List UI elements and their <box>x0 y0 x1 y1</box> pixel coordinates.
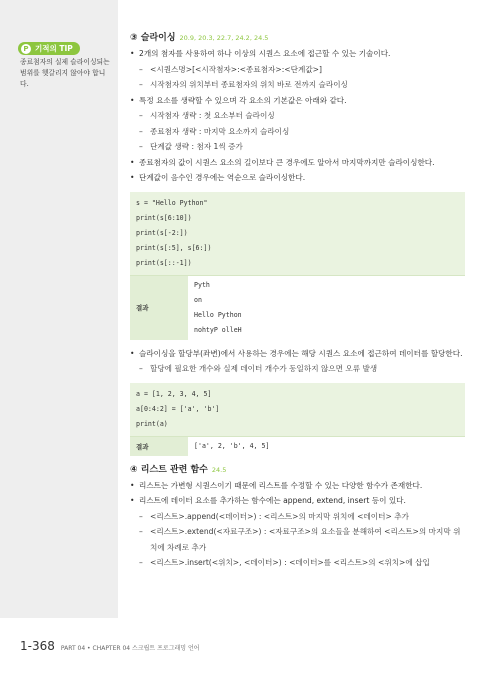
section-title: ④ 리스트 관련 함수 <box>130 464 208 475</box>
sub-bullet: – <리스트>.insert(<위치>, <데이터>) : <데이터>를 <리스트>의 <위치>에 삽입 <box>130 555 465 571</box>
tip-text: 종료첨자의 실제 슬라이싱되는 범위를 헷갈리지 않아야 합니다. <box>20 58 110 88</box>
sub-bullet: – 시작첨자 생략 : 첫 요소부터 슬라이싱 <box>130 108 465 124</box>
exam-refs: 24.5 <box>211 465 227 474</box>
page-footer <box>20 639 200 653</box>
sub-bullet: – <리스트>.extend(<자료구조>) : <자료구조>의 요소들을 분해하여 <리스트>의 마지막 위치에 차례로 추가 <box>130 524 465 555</box>
sub-bullet: – <리스트>.append(<데이터>) : <리스트>의 마지막 위치에 <데이터> 추가 <box>130 509 465 525</box>
code-block: a = [1, 2, 3, 4, 5] a[0:4:2] = ['a', 'b'] print(a) <box>136 389 220 428</box>
tip-badge <box>18 42 80 55</box>
bullet: • 단계값이 음수인 경우에는 역순으로 슬라이싱한다. <box>130 170 465 186</box>
code-example-slicing <box>130 192 465 340</box>
section-heading-list-functions <box>130 462 465 478</box>
result-output: ['a', 2, 'b', 4, 5] <box>188 437 465 456</box>
sub-bullet: – 시작첨자의 위치부터 종료첨자의 위치 바로 전까지 슬라이싱 <box>130 77 465 93</box>
bullet: • 2개의 첨자를 사용하여 하나 이상의 시퀀스 요소에 접근할 수 있는 기술이다. <box>130 46 465 62</box>
tip-icon: P <box>21 44 31 54</box>
main-content <box>130 30 465 571</box>
code-block: s = "Hello Python" print(s[6:10]) print(s[-2:]) print(s[:5], s[6:]) print(s[::-1]) <box>136 198 212 267</box>
result-label: 결과 <box>130 437 188 456</box>
sub-bullet: – 단계값 생략 : 첨자 1씩 증가 <box>130 139 465 155</box>
bullet: • 특정 요소를 생략할 수 있으며 각 요소의 기본값은 아래와 같다. <box>130 93 465 109</box>
bullet: • 슬라이싱을 할당부(좌변)에서 사용하는 경우에는 해당 시퀀스 요소에 접근하여 데이터를 할당한다. <box>130 346 465 362</box>
bullet: • 종료첨자의 값이 시퀀스 요소의 길이보다 큰 경우에도 알아서 마지막까지만 슬라이싱한다. <box>130 155 465 171</box>
exam-refs: 20.9, 20.3, 22.7, 24.2, 24.5 <box>179 34 269 42</box>
section-heading-slicing <box>130 30 465 46</box>
bullet: • 리스트는 가변형 시퀀스이기 때문에 리스트를 수정할 수 있는 다양한 함수가 존재한다. <box>130 478 465 494</box>
sub-bullet: – <시퀀스명>[<시작첨자>:<종료첨자>:<단계값>] <box>130 62 465 78</box>
result-row <box>130 275 465 340</box>
page-number: 1-368 <box>20 639 55 653</box>
sidebar-panel <box>0 0 118 618</box>
bullet: • 리스트에 데이터 요소를 추가하는 함수에는 append, extend, insert 등이 있다. <box>130 493 465 509</box>
running-title: PART 04 • CHAPTER 04 스크립트 프로그래밍 언어 <box>60 645 200 652</box>
sub-bullet: – 할당에 필요한 개수와 실제 데이터 개수가 동일하지 않으면 오류 발생 <box>130 361 465 377</box>
sub-bullet: – 종료첨자 생략 : 마지막 요소까지 슬라이싱 <box>130 124 465 140</box>
code-example-assign <box>130 383 465 456</box>
result-label: 결과 <box>130 276 188 340</box>
tip-badge-label: 기적의 TIP <box>35 44 73 53</box>
section-title: ③ 슬라이싱 <box>130 33 176 43</box>
result-row <box>130 436 465 456</box>
result-output: Pyth on Hello Python nohtyP olleH <box>188 276 465 340</box>
